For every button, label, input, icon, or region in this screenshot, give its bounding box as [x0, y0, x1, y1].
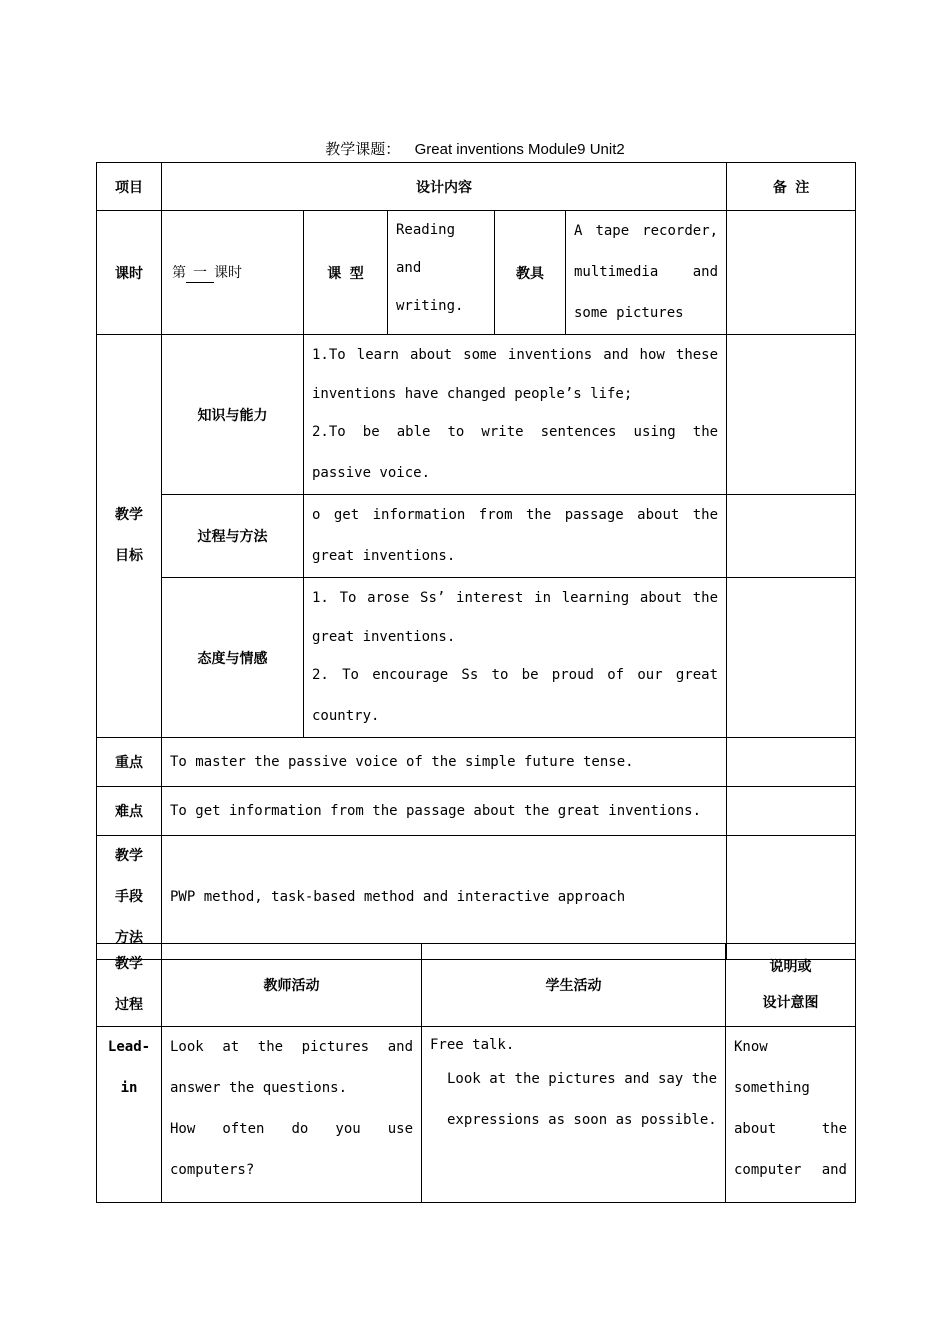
- teaching-aids-label: 教具: [495, 211, 566, 335]
- lesson-type-line: Reading: [396, 222, 456, 238]
- student-activity-header: 学生活动: [422, 944, 726, 1027]
- lead-in-note-line: computer and: [734, 1162, 847, 1178]
- attitude-line: 2. To encourage Ss to be proud of our great: [312, 667, 719, 683]
- lead-in-student-line: Look at the pictures and say the: [447, 1071, 717, 1087]
- header-row: [97, 163, 856, 211]
- lead-in-label-line: in: [120, 1080, 138, 1096]
- process-section-label-line: 教学: [115, 956, 143, 972]
- attitude-line: country.: [312, 708, 380, 724]
- lead-in-teacher-line: How often do you use: [170, 1121, 413, 1137]
- key-point-text: To master the passive voice of the simple future tense.: [162, 738, 727, 787]
- header-item: 项目: [97, 163, 162, 211]
- process-section-label-line: 过程: [115, 997, 143, 1013]
- lesson-title-text: Great inventions Module9 Unit2: [414, 141, 625, 158]
- methods-label-line: 方法: [115, 930, 143, 946]
- process-line: o get information from the passage about the: [312, 507, 719, 523]
- objective-attitude-row: [97, 578, 856, 738]
- header-notes: 备 注: [727, 163, 856, 211]
- lesson-info-row: [97, 211, 856, 335]
- difficulty-row: [97, 787, 856, 836]
- process-table: [96, 943, 856, 1203]
- process-section-label: [97, 944, 162, 1027]
- process-header-row: [97, 944, 856, 1027]
- lesson-type-value: [388, 211, 495, 335]
- objectives-label: [97, 335, 162, 738]
- difficulty-label: 难点: [97, 787, 162, 836]
- methods-row: [97, 836, 856, 960]
- attitude-line: great inventions.: [312, 629, 456, 645]
- lesson-info-notes: [727, 211, 856, 335]
- lead-in-teacher: [162, 1027, 422, 1203]
- lead-in-note-line: something: [734, 1080, 810, 1096]
- design-intent-header-line: 设计意图: [762, 995, 819, 1011]
- lead-in-label: [97, 1027, 162, 1203]
- lesson-type-label: 课 型: [304, 211, 388, 335]
- lead-in-student: [422, 1027, 726, 1203]
- period-prefix: 第: [172, 265, 186, 281]
- period-suffix: 课时: [214, 265, 242, 281]
- process-line: great inventions.: [312, 548, 456, 564]
- lead-in-teacher-line: Look at the pictures and: [170, 1039, 413, 1055]
- teaching-aids-line: A tape recorder,: [574, 223, 719, 239]
- knowledge-line: passive voice.: [312, 465, 431, 481]
- difficulty-notes: [727, 787, 856, 836]
- lesson-type-line: and: [396, 260, 422, 276]
- objectives-label-line: 目标: [115, 548, 143, 564]
- methods-notes: [727, 836, 856, 960]
- key-point-notes: [727, 738, 856, 787]
- teacher-activity-header: 教师活动: [162, 944, 422, 1027]
- design-intent-header: [726, 944, 856, 1027]
- teaching-aids-value: [566, 211, 727, 335]
- knowledge-label: 知识与能力: [162, 335, 304, 495]
- attitude-notes: [727, 578, 856, 738]
- lesson-type-line: writing.: [396, 298, 464, 314]
- key-point-row: [97, 738, 856, 787]
- lead-in-student-line: expressions as soon as possible.: [447, 1112, 717, 1128]
- difficulty-text: To get information from the passage about the great inventions.: [162, 787, 727, 836]
- knowledge-text: [304, 335, 727, 495]
- teaching-aids-line: multimedia and: [574, 264, 719, 280]
- knowledge-line: 1.To learn about some inventions and how these: [312, 347, 719, 363]
- objective-knowledge-row: [97, 335, 856, 495]
- lesson-plan-table: [96, 162, 856, 960]
- process-notes: [727, 495, 856, 578]
- attitude-line: 1. To arose Ss’ interest in learning about the: [312, 590, 719, 606]
- lead-in-label-line: Lead-: [107, 1039, 151, 1055]
- period-number: 一: [186, 264, 214, 283]
- period-value: [162, 211, 304, 335]
- objective-process-row: [97, 495, 856, 578]
- knowledge-line: 2.To be able to write sentences using the: [312, 424, 719, 440]
- methods-text: PWP method, task-based method and interactive approach: [162, 836, 727, 960]
- process-text: [304, 495, 727, 578]
- lead-in-row: [97, 1027, 856, 1203]
- lead-in-student-line: Free talk.: [430, 1037, 515, 1053]
- lesson-title-label: 教学课题：: [325, 140, 401, 158]
- attitude-label: 态度与情感: [162, 578, 304, 738]
- period-label: 课时: [97, 211, 162, 335]
- lead-in-teacher-line: answer the questions.: [170, 1080, 348, 1096]
- header-content: 设计内容: [162, 163, 727, 211]
- methods-label-line: 手段: [115, 889, 143, 905]
- objectives-label-line: 教学: [115, 507, 143, 523]
- lead-in-notes: [726, 1027, 856, 1203]
- methods-label-line: 教学: [115, 848, 143, 864]
- lead-in-note-line: about the: [734, 1121, 847, 1137]
- knowledge-notes: [727, 335, 856, 495]
- design-intent-header-line: 说明或: [769, 959, 812, 975]
- methods-label: [97, 836, 162, 960]
- attitude-text: [304, 578, 727, 738]
- lesson-title: [96, 138, 854, 160]
- lead-in-teacher-line: computers?: [170, 1162, 255, 1178]
- teaching-aids-line: some pictures: [574, 305, 684, 321]
- key-point-label: 重点: [97, 738, 162, 787]
- process-label: 过程与方法: [162, 495, 304, 578]
- lead-in-note-line: Know: [734, 1039, 768, 1055]
- knowledge-line: inventions have changed people’s life;: [312, 386, 633, 402]
